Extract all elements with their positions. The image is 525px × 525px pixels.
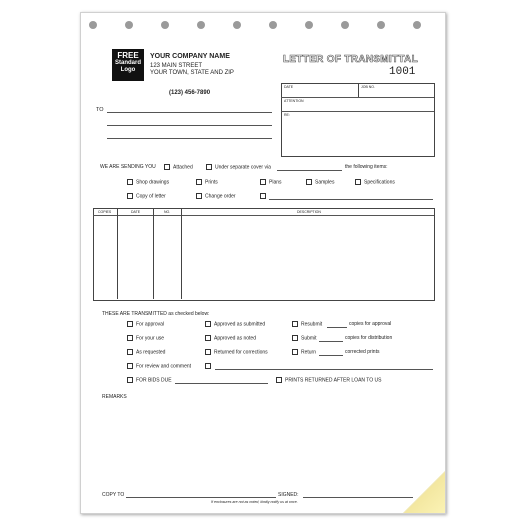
- checkbox[interactable]: [127, 335, 133, 341]
- item-label: Prints: [205, 179, 218, 186]
- return-suffix: corrected prints: [345, 349, 380, 355]
- option-label: PRINTS RETURNED AFTER LOAN TO US: [285, 377, 382, 384]
- checkbox[interactable]: [127, 179, 133, 185]
- remarks-label: REMARKS: [102, 394, 127, 400]
- item-samples[interactable]: [306, 179, 334, 185]
- to-line[interactable]: [107, 125, 272, 126]
- punch-hole: [305, 21, 313, 29]
- return-copies-line[interactable]: [319, 355, 343, 356]
- punch-hole: [341, 21, 349, 29]
- company-phone: (123) 456-7890: [169, 90, 211, 96]
- date-label: DATE: [284, 85, 294, 89]
- item-label: Plans: [269, 179, 282, 186]
- option-return[interactable]: [292, 349, 316, 355]
- following-items-label: the following items:: [345, 164, 388, 170]
- item-specifications[interactable]: [355, 179, 395, 185]
- info-divider: [281, 111, 434, 112]
- option-other-line[interactable]: [215, 369, 433, 370]
- signed-label: SIGNED:: [278, 492, 299, 498]
- option-prints-returned[interactable]: [276, 377, 382, 383]
- checkbox[interactable]: [205, 363, 211, 369]
- option-for-bids-due[interactable]: [127, 377, 172, 383]
- table-header-description: DESCRIPTION: [297, 210, 321, 214]
- option-for-approval[interactable]: [127, 321, 164, 327]
- option-label: Return: [301, 349, 317, 356]
- items-table: [93, 208, 435, 301]
- punch-hole: [125, 21, 133, 29]
- signed-line[interactable]: [303, 497, 413, 498]
- checkbox[interactable]: [260, 179, 266, 185]
- item-copy-of-letter[interactable]: [127, 193, 166, 199]
- option-approved-submitted[interactable]: [205, 321, 265, 327]
- to-line[interactable]: [107, 112, 272, 113]
- checkbox[interactable]: [206, 164, 212, 170]
- punch-hole: [197, 21, 205, 29]
- checkbox[interactable]: [205, 321, 211, 327]
- option-returned-corrections[interactable]: [205, 349, 268, 355]
- to-label: TO: [96, 107, 104, 113]
- item-label: Samples: [315, 179, 335, 186]
- item-plans[interactable]: [260, 179, 282, 185]
- item-label: Change order: [205, 193, 236, 200]
- copy-to-label: COPY TO: [102, 492, 125, 498]
- item-label: Shop drawings: [136, 179, 170, 186]
- logo-placeholder: [112, 49, 144, 81]
- resubmit-suffix: copies for approval: [349, 321, 392, 327]
- option-label: For your use: [136, 335, 165, 342]
- option-for-your-use[interactable]: [127, 335, 164, 341]
- option-other[interactable]: [205, 363, 214, 369]
- info-divider-vertical: [358, 83, 359, 97]
- company-name: YOUR COMPANY NAME: [150, 53, 230, 60]
- option-label: Approved as noted: [214, 335, 256, 342]
- option-label: For review and comment: [136, 363, 192, 370]
- info-divider: [281, 97, 434, 98]
- checkbox[interactable]: [196, 193, 202, 199]
- copy-to-line[interactable]: [126, 497, 276, 498]
- table-column-divider: [117, 208, 118, 299]
- to-line[interactable]: [107, 138, 272, 139]
- table-header-no: NO.: [164, 210, 171, 214]
- option-label: Resubmit: [301, 321, 323, 328]
- checkbox[interactable]: [127, 377, 133, 383]
- sending-label: WE ARE SENDING YOU: [100, 164, 156, 170]
- checkbox[interactable]: [276, 377, 282, 383]
- table-column-divider: [181, 208, 182, 299]
- option-label: For approval: [136, 321, 165, 328]
- punch-hole: [413, 21, 421, 29]
- option-as-requested[interactable]: [127, 349, 165, 355]
- item-label: Copy of letter: [136, 193, 166, 200]
- item-prints[interactable]: [196, 179, 218, 185]
- checkbox[interactable]: [306, 179, 312, 185]
- checkbox[interactable]: [196, 179, 202, 185]
- transmittal-form-sheet: [80, 12, 446, 514]
- attention-label: ATTENTION: [284, 99, 304, 103]
- company-street: 123 MAIN STREET: [150, 63, 203, 69]
- company-city: YOUR TOWN, STATE AND ZIP: [150, 70, 234, 76]
- item-shop-drawings[interactable]: [127, 179, 169, 185]
- table-column-divider: [153, 208, 154, 299]
- checkbox[interactable]: [292, 335, 298, 341]
- punch-hole: [377, 21, 385, 29]
- re-label: RE:: [284, 113, 290, 117]
- job-no-label: JOB NO.: [361, 85, 376, 89]
- submit-suffix: copies for distribution: [345, 335, 393, 341]
- checkbox[interactable]: [205, 335, 211, 341]
- transmitted-label: THESE ARE TRANSMITTED as checked below:: [102, 311, 210, 317]
- punch-hole: [233, 21, 241, 29]
- separate-cover-line[interactable]: [277, 170, 342, 171]
- submit-copies-line[interactable]: [319, 341, 343, 342]
- checkbox[interactable]: [127, 321, 133, 327]
- option-approved-noted[interactable]: [205, 335, 256, 341]
- logo-text-free: FREE: [117, 51, 139, 60]
- checkbox[interactable]: [127, 363, 133, 369]
- option-review-comment[interactable]: [127, 363, 191, 369]
- option-label: Returned for corrections: [214, 349, 268, 356]
- punch-hole: [161, 21, 169, 29]
- item-other[interactable]: [260, 193, 269, 199]
- checkbox[interactable]: [164, 164, 170, 170]
- form-title: LETTER OF TRANSMITTAL: [283, 54, 418, 65]
- item-change-order[interactable]: [196, 193, 236, 199]
- logo-text-logo: Logo: [120, 67, 136, 73]
- item-other-line[interactable]: [269, 199, 433, 200]
- checkbox[interactable]: [355, 179, 361, 185]
- option-label: FOR BIDS DUE: [136, 377, 172, 384]
- option-label: Approved as submitted: [214, 321, 266, 328]
- checkbox[interactable]: [292, 349, 298, 355]
- footer-note: If enclosures are not as noted, kindly notify us at once.: [211, 500, 298, 504]
- table-header-date: DATE: [131, 210, 141, 214]
- checkbox[interactable]: [205, 349, 211, 355]
- attached-label: Attached: [173, 164, 193, 171]
- option-resubmit[interactable]: [292, 321, 322, 327]
- separate-cover-label: Under separate cover via: [215, 164, 271, 171]
- option-label: Submit: [301, 335, 317, 342]
- checkbox[interactable]: [292, 321, 298, 327]
- table-header-divider: [93, 215, 434, 216]
- attached-option[interactable]: [164, 164, 193, 170]
- table-header-copies: COPIES: [98, 210, 112, 214]
- bids-due-line[interactable]: [175, 383, 268, 384]
- option-label: As requested: [136, 349, 166, 356]
- resubmit-copies-line[interactable]: [327, 327, 347, 328]
- form-number: 1001: [389, 66, 416, 78]
- separate-cover-option[interactable]: [206, 164, 271, 170]
- checkbox[interactable]: [127, 349, 133, 355]
- punch-hole: [89, 21, 97, 29]
- checkbox[interactable]: [127, 193, 133, 199]
- option-submit[interactable]: [292, 335, 317, 341]
- logo-text-standard: Standard: [114, 60, 141, 66]
- checkbox[interactable]: [260, 193, 266, 199]
- item-label: Specifications: [364, 179, 395, 186]
- punch-hole: [269, 21, 277, 29]
